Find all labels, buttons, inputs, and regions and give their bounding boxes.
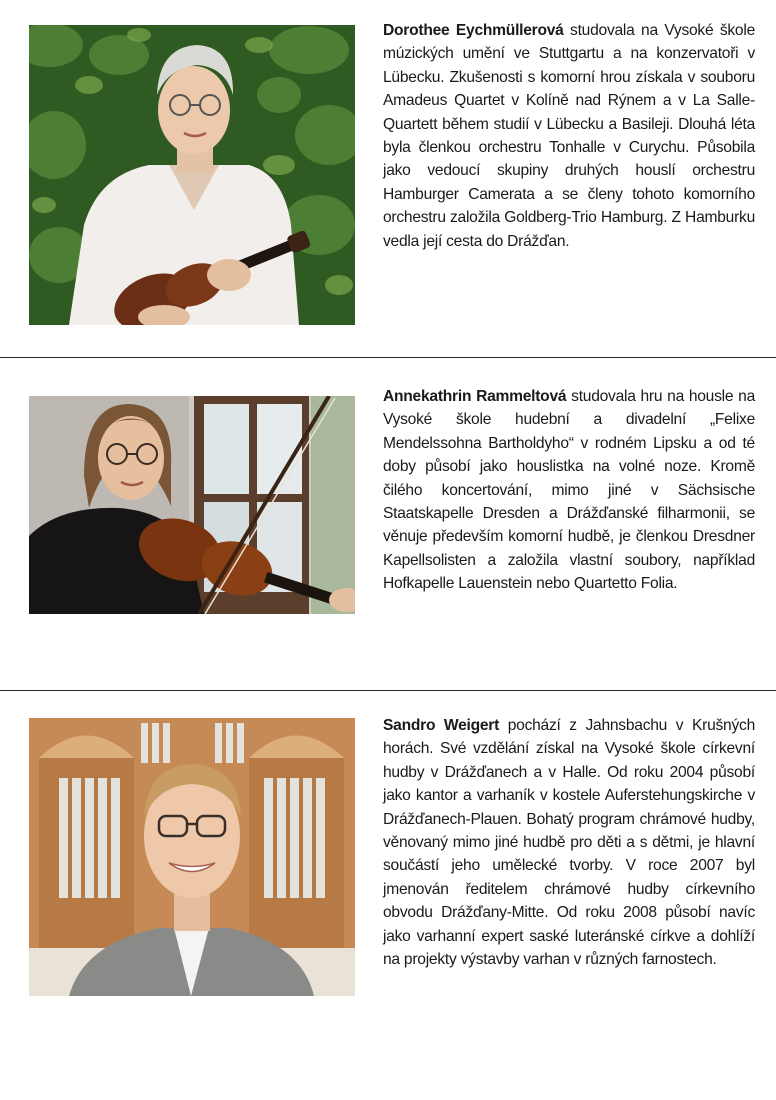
portrait-weigert <box>29 718 355 996</box>
bio-text-weigert <box>383 714 755 971</box>
portrait-eychmuellerova <box>29 25 355 325</box>
bio-text-rammeltova <box>383 385 755 596</box>
section-divider <box>0 690 776 691</box>
section-divider <box>0 357 776 358</box>
bio-name: Annekathrin Rammeltová <box>383 388 567 405</box>
bio-body: pochází z Jahnsbachu v Krušných horách. Své vzdělání získal na Vysoké škole církevní hudby v Drážďanech a v Halle. Od roku 2004 působí jako kantor a varhaník v kostele Auferstehungskirche v Drážďanech-Plauen. Bohatý program chrámové hudby, věnovaný mimo jiné hudbě pro děti a s dětmi, je hlavní součástí jeho umělecké tvorby. V roce 2007 byl jmenován ředitelem chrámové hudby církevního obvodu Drážďany-Mitte. Od roku 2008 působí navíc jako varhanní expert saské luteránské církve a dohlíží na projekty výstavby varhan v různých farnostech. <box>383 717 755 969</box>
bio-text-eychmuellerova <box>383 19 755 253</box>
portrait-rammeltova <box>29 396 355 614</box>
bio-name: Sandro Weigert <box>383 717 500 734</box>
bio-body: studovala hru na housle na Vysoké škole hudební a divadelní „Felixe Mendelssohna Bartholdyho“ v rodném Lipsku a od té doby působí jako houslistka na volné noze. Kromě čilého koncertování, mimo jiné v Sächsische Staatskapelle Dresden a Drážďanské filharmonii, se věnuje především komorní hudbě, je členkou Dresdner Kapellsolisten a založila vlastní soubory, například Hofkapelle Lauenstein nebo Quartetto Folia. <box>383 388 755 593</box>
bio-body: studovala na Vysoké škole múzických umění ve Stuttgartu a na konzervatoři v Lübecku. Zkušenosti s komorní hrou získala v souboru Amadeus Quartet v Kolíně nad Rýnem a v La Salle-Quartett během studií v Lübecku a Basileji. Dlouhá léta byla členkou orchestru Tonhalle v Curychu. Působila jako vedoucí skupiny druhých houslí orchestru Hamburger Camerata a se členy tohoto komorního orchestru založila Goldberg-Trio Hamburg. Z Hamburku vedla její cesta do Drážďan. <box>383 22 755 250</box>
bio-name: Dorothee Eychmüllerová <box>383 22 564 39</box>
